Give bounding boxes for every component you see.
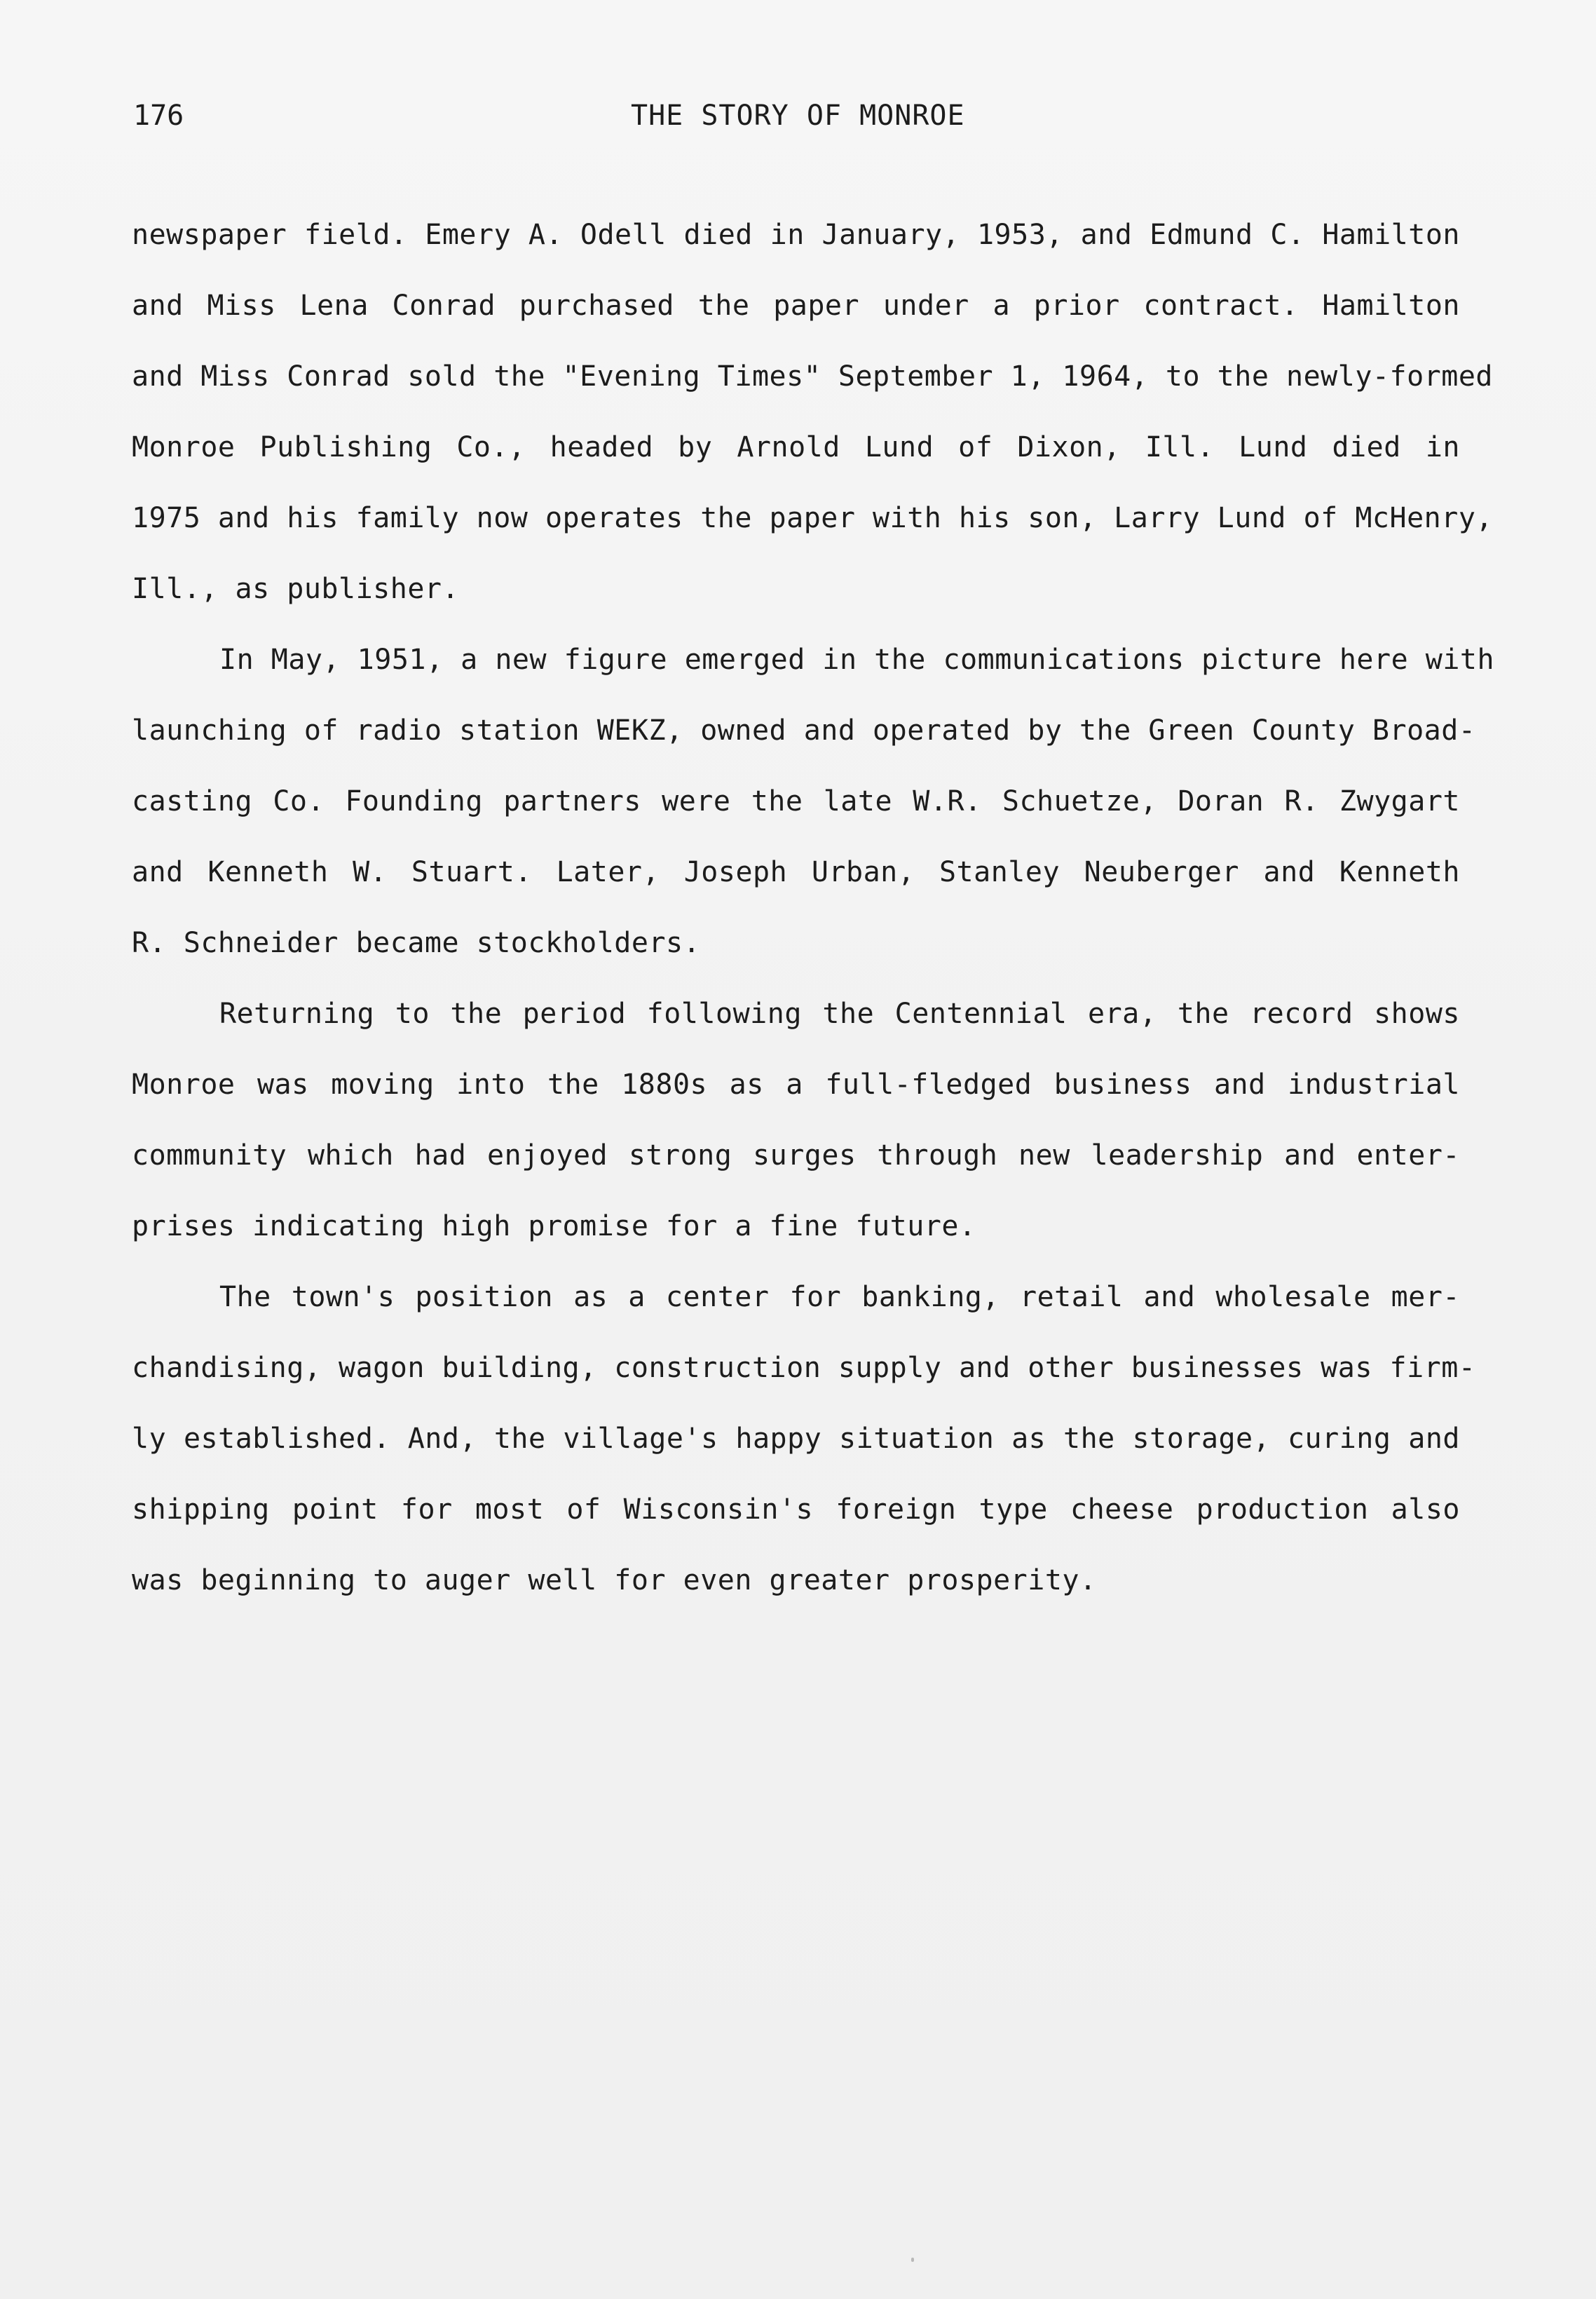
text-line: launching of radio station WEKZ, owned and operated by the Green County Broad- bbox=[132, 714, 1476, 747]
text-line: R. Schneider became stockholders. bbox=[132, 927, 701, 959]
body-text bbox=[132, 200, 1495, 1616]
text-line: Ill., as publisher. bbox=[132, 573, 460, 605]
text-line: Monroe was moving into the 1880s as a full-fledged business and industrial bbox=[132, 1069, 1460, 1101]
text-line: ly established. And, the village's happy situation as the storage, curing and bbox=[132, 1423, 1460, 1455]
text-line: newspaper field. Emery A. Odell died in January, 1953, and Edmund C. Hamilton bbox=[132, 219, 1460, 251]
text-line: and Kenneth W. Stuart. Later, Joseph Urban, Stanley Neuberger and Kenneth bbox=[132, 856, 1460, 888]
text-line: The town's position as a center for banking, retail and wholesale mer- bbox=[219, 1281, 1460, 1313]
page-header bbox=[133, 95, 1458, 137]
running-title: THE STORY OF MONROE bbox=[631, 100, 965, 132]
text-line: prises indicating high promise for a fine future. bbox=[132, 1210, 976, 1242]
text-line: casting Co. Founding partners were the late W.R. Schuetze, Doran R. Zwygart bbox=[132, 785, 1460, 818]
text-line: 1975 and his family now operates the paper with his son, Larry Lund of McHenry, bbox=[132, 502, 1493, 534]
page-number: 176 bbox=[133, 100, 184, 132]
paper-speck bbox=[911, 2258, 914, 2262]
text-line: community which had enjoyed strong surges through new leadership and enter- bbox=[132, 1139, 1460, 1172]
text-line: shipping point for most of Wisconsin's foreign type cheese production also bbox=[132, 1493, 1460, 1526]
text-line: and Miss Lena Conrad purchased the paper under a prior contract. Hamilton bbox=[132, 290, 1460, 322]
text-line: Monroe Publishing Co., headed by Arnold Lund of Dixon, Ill. Lund died in bbox=[132, 431, 1460, 463]
text-line: and Miss Conrad sold the "Evening Times" September 1, 1964, to the newly-formed bbox=[132, 360, 1493, 393]
text-line: chandising, wagon building, construction supply and other businesses was firm- bbox=[132, 1352, 1476, 1384]
text-line: In May, 1951, a new figure emerged in the communications picture here with bbox=[219, 644, 1495, 676]
text-line: Returning to the period following the Centennial era, the record shows bbox=[219, 998, 1460, 1030]
text-line: was beginning to auger well for even greater prosperity. bbox=[132, 1564, 1097, 1596]
